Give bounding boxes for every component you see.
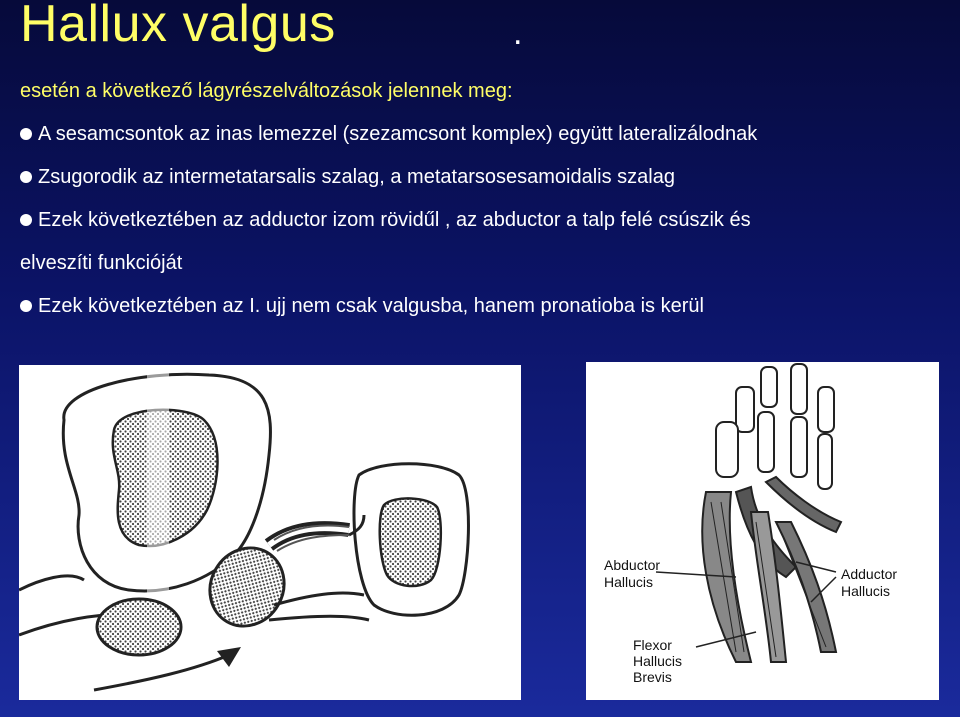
bullet-item bbox=[20, 165, 940, 189]
bullet-dot-icon bbox=[20, 300, 32, 312]
label-flexor-3: Brevis bbox=[633, 669, 672, 685]
label-adductor-1: Adductor bbox=[841, 566, 898, 582]
bullet-text: A sesamcsontok az inas lemezzel (szezamcsont komplex) együtt lateralizálodnak bbox=[38, 123, 758, 145]
sesamoid-illustration bbox=[19, 365, 521, 700]
bullet-dot-icon bbox=[20, 214, 32, 226]
bullet-item bbox=[20, 122, 940, 146]
label-abductor-2: Hallucis bbox=[604, 574, 654, 590]
bullet-text: Ezek következtében az adductor izom rövidűl , az abductor a talp felé csúszik és bbox=[38, 209, 751, 231]
title-dot: . bbox=[513, 14, 523, 52]
foot-muscle-illustration bbox=[586, 362, 939, 700]
label-flexor-2: Hallucis bbox=[633, 653, 683, 669]
bullet-dot-icon bbox=[20, 171, 32, 183]
bullet-item bbox=[20, 294, 940, 318]
bullet-text: Ezek következtében az I. ujj nem csak valgusba, hanem pronatioba is kerül bbox=[38, 295, 704, 317]
label-flexor-1: Flexor bbox=[633, 637, 672, 653]
bullet-item bbox=[20, 208, 940, 275]
slide-title: Hallux valgus bbox=[20, 0, 336, 53]
bullet-dot-icon bbox=[20, 128, 32, 140]
label-adductor-2: Hallucis bbox=[841, 583, 891, 599]
intro-text: esetén a következő lágyrészelváltozások jelennek meg: bbox=[20, 80, 513, 102]
bullet-continuation: elveszíti funkcióját bbox=[20, 252, 183, 274]
label-abductor-1: Abductor bbox=[604, 557, 661, 573]
bullet-text: Zsugorodik az intermetatarsalis szalag, a metatarsosesamoidalis szalag bbox=[38, 166, 675, 188]
bullet-list bbox=[20, 122, 940, 337]
